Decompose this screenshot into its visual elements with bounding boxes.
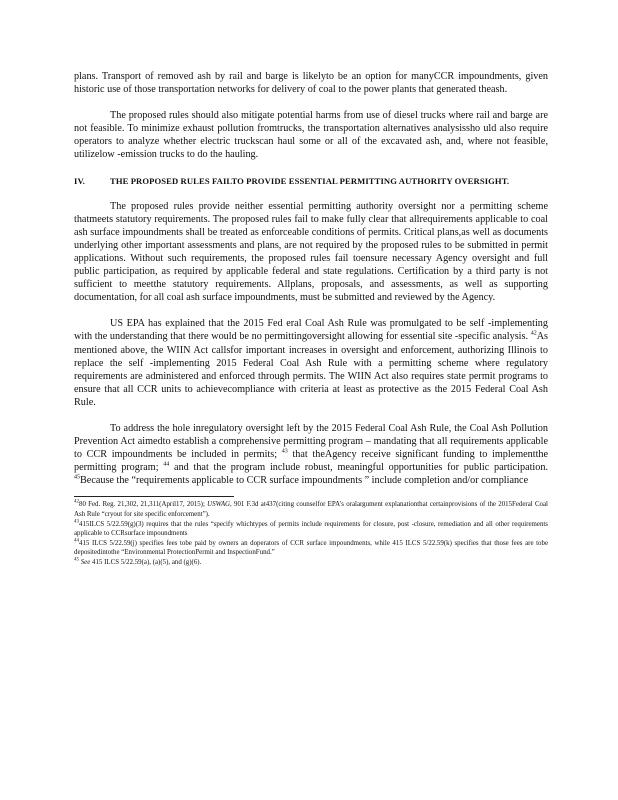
paragraph-oversight: The proposed rules provide neither essential permitting authority oversight nor a permitting scheme thatmeets statutory requirements. The proposed rules fail to make fully clear that allrequirements applicable to coal ash surface impoundments shall be treated as enforceable conditions of permits. Critical plans,as well as documents underlying other important assessments and plans, are not required by the proposed rules to be submitted in permit applications. Without such requirements, the proposed rules fail toensure necessary Agency oversight and full public participation, as required by applicable federal and state regulations. Certification by a third party is not sufficient to meetthe statutory requirements. Allplans, proposals, and assessments, as well as supporting documentation, for all coal ash surface impoundments, must be submitted and reviewed by the Agency. [74, 200, 548, 304]
section-number: IV. [74, 175, 85, 186]
footnote-text: 415 ILCS 5/22.59(a), (a)(5), and (g)(6). [92, 559, 202, 566]
footnote-43 [74, 520, 548, 539]
document-page [74, 70, 548, 568]
footnote-44 [74, 539, 548, 558]
footnote-ref: 43 [281, 448, 288, 455]
footnote-divider [74, 496, 234, 497]
paragraph-transport: plans. Transport of removed ash by rail and barge is likelyto be an option for manyCCR impoundments, given historic use of those transportation networks for delivery of coal to the power plants that generated theash. [74, 71, 548, 96]
footnote-text: 415 ILCS 5/22.59(j) specifies fees tobe paid by owners an doperators of CCR surface impoundments, while 415 ILCS 5/22.59(k) specifies that those fees are tobe depositedintothe “Environmental ProtectionPermit and InspectionFund.” [74, 539, 548, 557]
paragraph-text: US EPA has explained that the 2015 Fed eral Coal Ash Rule was promulgated to be self -implementing with the understanding that there would be no permittingoversight allowing for essential site -specific analysis. [74, 318, 548, 343]
paragraph-diesel-trucks: The proposed rules should also mitigate potential harms from use of diesel trucks where rail and barge are not feasible. To minimize exhaust pollution fromtrucks, the transportation alternatives analysissho uld also require operators to analyze whether electric truckscan haul some or all of the excavated ash, and, where not feasible, utilizelow -emission trucks to do the hauling. [74, 110, 548, 161]
paragraph-us-epa [74, 317, 548, 409]
section-heading [74, 175, 548, 187]
footnote-number: 45 [74, 557, 79, 563]
section-title: THE PROPOSED RULES FAILTO PROVIDE ESSENTIAL PERMITTING AUTHORITY OVERSIGHT. [110, 175, 510, 186]
footnote-42 [74, 500, 548, 519]
signal-see: See [80, 559, 91, 566]
footnote-text: , 901 F.3d at437(citing counselfor EPA's oralargument explanationthat certainprovisions of the 2015Federal Coal Ash Rule “cryout for site specific enforcement”). [74, 501, 548, 519]
footnote-number: 42 [74, 500, 79, 506]
case-name: USWAG [207, 501, 231, 509]
footnote-ref: 44 [163, 461, 170, 468]
paragraph-text: that theAgency receive significant funding to implementthe permitting program; [74, 449, 549, 474]
paragraph-text: To address the hole inregulatory oversight left by the 2015 Federal Coal Ash Rule, the Coal Ash Pollution Prevention Act aimedto establish a comprehensive permitting program – mandating that all requirements applicable to CCR impoundments be included in permits; [74, 422, 548, 461]
footnote-text: 415ILCS 5/22.59(g)(3) requires that the rules “specify whichtypes of permits include requirements for closure, post -closure, remediation and all other requirements applicable to CCRsurface impoundments [74, 520, 548, 538]
footnote-number: 43 [74, 519, 79, 525]
footnote-text: 80 Fed. Reg. 21,302, 21,311(April17, 2015); [79, 501, 205, 509]
footnote-ref: 45 [74, 474, 80, 481]
paragraph-text: and that the program include robust, meaningful opportunities for public participation. [174, 462, 549, 474]
paragraph-text: As mentioned above, the WIIN Act callsfor important increases in oversight and enforcement, authorizing Illinois to replace the self -implementing 2015 Federal Coal Ash Rule with a permitting scheme where regulatory requirements are administered and enforced through permits. The WIIN Act also requires state permit programs to ensure that all CCR units to achievecompliance with criteria at least as protective as the 2015 Federal Coal Ash Rule. [74, 331, 549, 408]
footnote-ref: 42 [530, 331, 537, 338]
paragraph-coal-ash-act [74, 422, 548, 487]
paragraph-text: Because the “requirements applicable to CCR surface impoundments ” include completion and/or compliance [80, 475, 529, 487]
footnote-number: 44 [74, 538, 79, 544]
footnote-45 [74, 558, 548, 568]
